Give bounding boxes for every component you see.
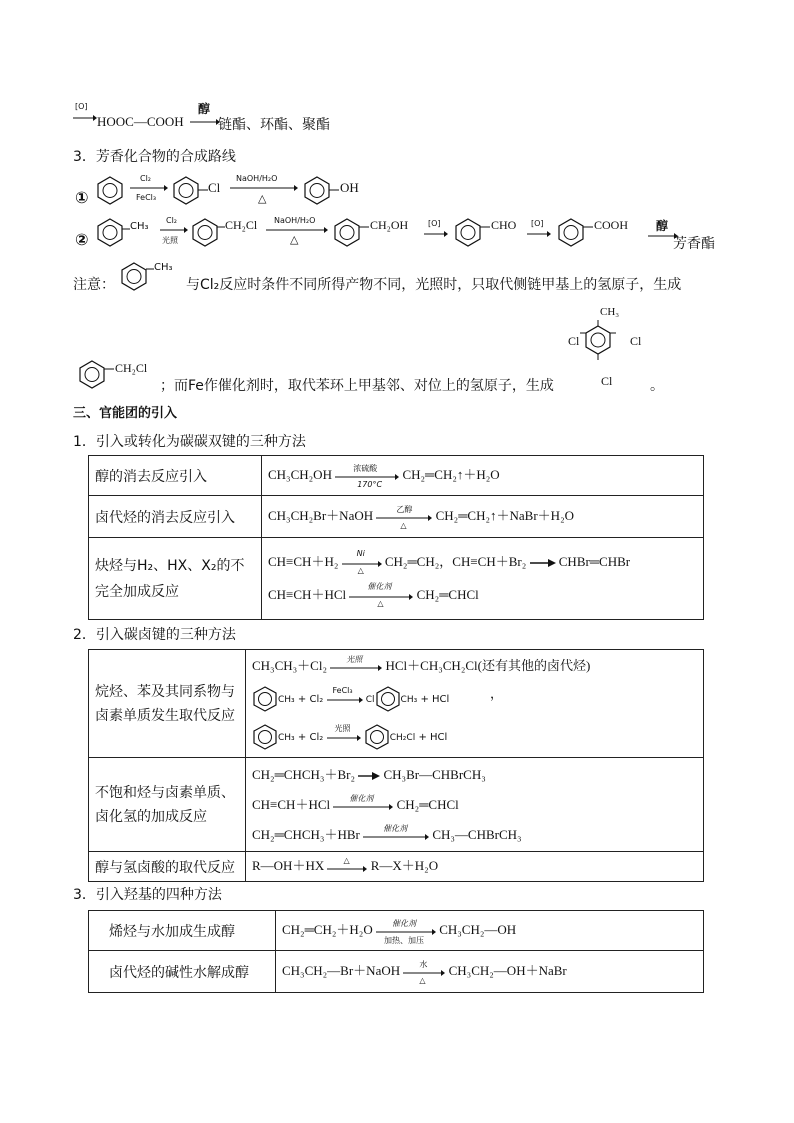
method-cell: 烯烃与水加成生成醇 [89,911,276,951]
equation-cell [276,951,704,993]
reactants: CH₂═CHCH₃＋HBr [252,826,360,842]
equation-cell [262,496,704,538]
arrow-cond-top: 光照 [334,723,351,733]
reaction-arrow [327,685,363,709]
reactants: CH₂═CHCH₃＋Br₂ [252,766,355,782]
bond-icon [583,226,593,228]
route2-cond5-top: 醇 [656,219,669,233]
route2-cond4-top: [O] [531,219,544,228]
bond-icon [198,189,208,191]
toluene-ring-icon [252,724,278,750]
method-cell: 卤代烃的碱性水解成醇 [89,951,276,993]
note-prod2-cl-bottom: Cl [601,374,613,388]
arrow-icon [190,116,220,128]
byproduct: + HCl [420,693,450,705]
reaction-arrow [376,504,432,530]
reactants: CH₃CH₂OH [268,466,332,482]
arrow-cond-top: FeCl₃ [332,685,353,695]
arrow-icon [527,230,551,238]
arrow-icon [333,804,393,810]
subsection-1: 1．引入或转化为碳碳双键的三种方法 [73,434,306,450]
route2-cond2-top: NaOH/H₂O [274,216,316,225]
bond-icon [104,368,114,370]
route2-cond2-bot: △ [290,233,299,246]
route2-sub1: CH₂Cl [225,218,258,232]
bond-icon [359,226,369,228]
arrow-cond-bot: △ [377,598,384,608]
comma: ， [490,685,504,701]
arrow-cond-top: 催化剂 [383,823,408,833]
reaction-arrow [330,654,382,677]
products: CH₃CH₂—OH＋NaBr [448,962,567,978]
products: CH₃CH₂—OH [439,921,517,937]
oxidant-label: [O] [75,102,88,111]
alcohol-label: 醇 [198,102,211,116]
benzene-ring-icon [96,176,124,204]
arrow-cond-top: 光照 [346,654,363,664]
equation-line [252,820,697,850]
arrow-cond-top: △ [343,855,350,865]
method-cell: 卤代烃的消去反应引入 [89,496,262,538]
arrow-icon [230,184,298,192]
note-text-2: ；而Fe作催化剂时，取代苯环上甲基邻、对位上的氢原子，生成 [160,378,554,394]
reagent: + Cl₂ [297,693,324,705]
arrow-cond-bot: 加热、加压 [383,935,424,945]
method-cell: 醇与氢卤酸的取代反应 [89,852,246,882]
arrow-cond-bot: △ [357,565,364,575]
arrow-cond-top: 乙醇 [396,504,413,514]
prod-left: Cl [365,694,375,705]
reactants: CH₂═CH₂＋H₂O [282,921,373,937]
products: CH₃—CHBrCH₃ [432,826,522,842]
route2-cond1-top: Cl₂ [166,216,178,225]
route-marker-1: ① [75,188,89,207]
products: R—X＋H₂O [370,858,439,874]
route2-cond3-top: [O] [428,219,441,228]
arrow-cond-bot: △ [419,975,426,985]
byproduct: + HCl [418,731,448,743]
products: CH₃Br—CHBrCH₃ [383,766,486,782]
reaction-arrow [327,855,367,878]
benzene-ring-icon [191,218,219,246]
products: CH₂═CHCl [396,796,459,812]
reactants: R—OH＋HX [252,858,325,874]
arrow-cond-top: Ni [356,548,365,558]
products: CH₂═CH₂↑＋NaBr＋H₂O [435,507,574,523]
bond-icon [217,226,225,228]
equation-cell [246,758,704,852]
note-prod2-cl-right: Cl [630,334,642,348]
equation-line [268,578,697,612]
equation-line [252,653,697,679]
reactants: CH₃CH₂—Br＋NaOH [282,962,401,978]
arrow-icon [424,230,448,238]
method-cell: 醇的消去反应引入 [89,456,262,496]
products: HCl＋CH₃CH₂Cl(还有其他的卤代烃) [385,657,591,673]
reactants: CH≡CH＋HCl [268,586,347,602]
arrow-cond-top: 催化剂 [349,793,374,803]
route2-cond1-bot: 光照 [162,236,178,245]
method-cell: 烷烃、苯及其同系物与卤素单质发生取代反应 [89,650,246,758]
equation-line [252,679,697,717]
route1-cond1-bot: FeCl₃ [136,193,157,202]
reaction-arrow [376,918,436,944]
hydroxyl-table [88,910,704,993]
equation-line [252,790,697,820]
ring-sub: CH₃ [278,732,295,743]
arrow-icon [330,665,382,671]
equation-line [252,717,697,755]
note-end: 。 [650,378,664,394]
subsection-3: 3．引入羟基的四种方法 [73,887,222,903]
halogen-bond-table [88,649,704,882]
route1-sub2: OH [340,180,359,195]
bond-icon [122,228,130,230]
benzene-ring-icon [303,176,331,204]
reaction-arrow [335,463,399,489]
reaction-arrow [349,583,413,609]
route1-cond2-bot: △ [258,192,267,205]
chlorotoluene-ring-icon [375,686,401,712]
arrow-cond-bot: 170°C [357,479,383,489]
products: CHBr═CHBr [558,553,631,569]
toluene-ring-icon [120,262,148,290]
benzene-ring-icon [454,218,482,246]
benzyl-chloride-ring-icon [364,724,390,750]
section-heading: 3．芳香化合物的合成路线 [73,149,236,165]
reaction-arrow [342,550,382,576]
benzene-ring-icon [172,176,200,204]
arrow-icon [358,772,380,780]
trichlorotoluene-ring-icon [580,320,616,360]
ester-types: 链酯、环酯、聚酯 [218,117,330,133]
note-text-1: 与Cl₂反应时条件不同所得产物不同，光照时，只取代侧链甲基上的氢原子，生成 [186,277,682,293]
note-label: 注意： [73,277,115,293]
arrow-icon [327,697,363,703]
bond-icon [329,189,339,191]
benzyl-chloride-ring-icon [78,360,106,388]
note-prod1-sub: CH₂Cl [115,361,148,375]
method-cell: 不饱和烃与卤素单质、卤化氢的加成反应 [89,758,246,852]
reactants: CH₃CH₃＋Cl₂ [252,657,327,673]
toluene-ring-icon [252,686,278,712]
reagent: + Cl₂ [297,731,324,743]
route1-sub1: Cl [208,180,221,195]
route-marker-2: ② [75,230,89,249]
equation-cell [276,911,704,951]
reaction-arrow [327,723,361,747]
prod-right: CH₂Cl [389,732,416,743]
subsection-2: 2．引入碳卤键的三种方法 [73,627,236,643]
products: CH₂═CH₂↑＋H₂O [402,466,500,482]
reactants: CH₃CH₂Br＋NaOH [268,507,374,523]
equation-line [252,760,697,790]
reaction-arrow [403,959,445,985]
method-cell: 炔烃与H₂、HX、X₂的不完全加成反应 [89,538,262,620]
route2-sub4: COOH [594,218,629,232]
reaction-arrow [333,793,393,816]
double-bond-table [88,455,704,620]
bond-icon [146,268,154,270]
arrow-icon [73,112,97,124]
arrow-icon [363,834,429,840]
route2-sub3: CHO [491,218,517,232]
prod-right: CH₃ [400,694,418,705]
route2-sub2: CH₂OH [370,218,409,232]
note-prod2-top: CH₃ [600,306,620,318]
route2-sub0: CH₃ [130,221,149,232]
route1-cond1-top: Cl₂ [140,174,152,183]
section-c-heading: 三、官能团的引入 [73,406,178,421]
products: CH₂═CHCl [416,586,479,602]
equation-cell [262,456,704,496]
arrow-cond-top: 催化剂 [391,918,416,928]
arrow-icon [130,184,168,192]
equation-cell [246,852,704,882]
route1-cond2-top: NaOH/H₂O [236,174,278,183]
arrow-icon [327,866,367,872]
reactants: CH≡CH＋HCl [252,796,331,812]
equation-line [268,546,697,578]
arrow-icon [530,559,556,567]
benzene-ring-icon [333,218,361,246]
benzene-ring-icon [96,218,124,246]
arrow-icon [160,226,188,234]
route2-product: 芳香酯 [673,236,715,252]
arrow-cond-top: 浓硫酸 [353,463,378,473]
benzene-ring-icon [557,218,585,246]
ring-sub: CH₃ [278,694,295,705]
arrow-cond-bot: △ [400,520,407,530]
arrow-cond-top: 水 [419,959,428,969]
products: CH₂═CH₂，CH≡CH＋Br₂ [384,553,527,569]
arrow-cond-top: 催化剂 [367,581,392,591]
note-prod2-cl-left: Cl [568,334,580,348]
reaction-arrow [363,823,429,846]
reactants: CH≡CH＋H₂ [268,553,339,569]
equation-cell [262,538,704,620]
note-ring-sub: CH₃ [154,262,173,273]
oxalic-acid: HOOC—COOH [97,114,184,129]
equation-cell [246,650,704,758]
arrow-icon [327,735,361,741]
bond-icon [480,226,490,228]
